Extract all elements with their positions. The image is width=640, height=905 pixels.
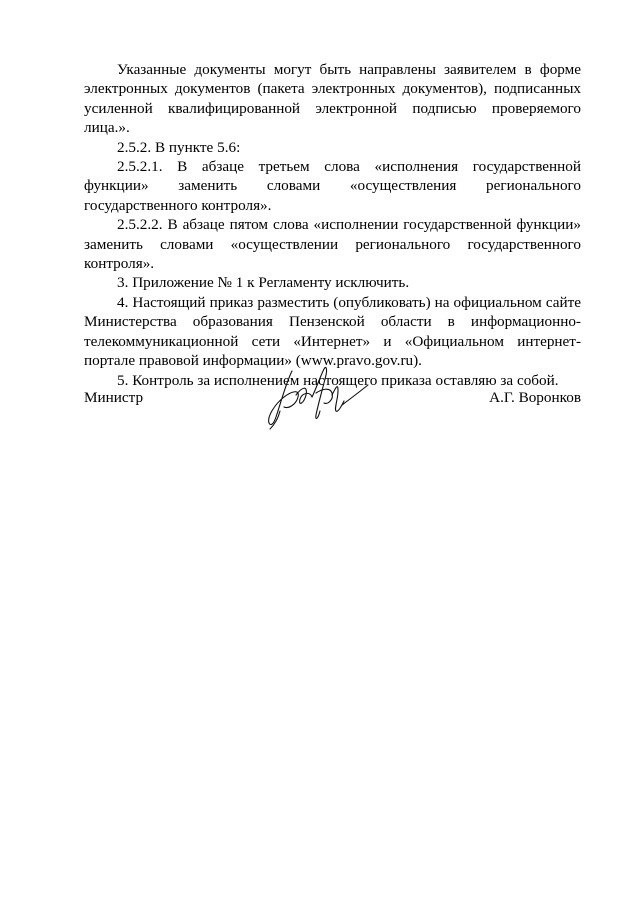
signatory-title: Министр bbox=[84, 389, 144, 406]
paragraph-3: 3. Приложение № 1 к Регламенту исключить. bbox=[117, 274, 410, 292]
signatory-name: А.Г. Воронков bbox=[489, 389, 581, 406]
signature-block bbox=[84, 388, 581, 418]
paragraph-5: 5. Контроль за исполнением настоящего приказа оставляю за собой. bbox=[117, 371, 559, 389]
paragraph-2-5-2-2: 2.5.2.2. В абзаце пятом слова «исполнении государственной функции» заменить словами «осуществлении регионального государственного контроля». bbox=[84, 216, 581, 273]
paragraph-4: 4. Настоящий приказ разместить (опубликовать) на официальном сайте Министерства образования Пензенской области в информационно-телекоммуникационной сети «Интернет» и «Официальном интернет-портале правовой информации» (www.pravo.gov.ru). bbox=[84, 293, 581, 370]
paragraph-documents-form: Указанные документы могут быть направлены заявителем в форме электронных документов (пакета электронных документов), подписанных усиленной квалифицированной электронной подписью проверяемого лица.». bbox=[84, 61, 581, 137]
paragraph-2-5-2: 2.5.2. В пункте 5.6: bbox=[117, 138, 241, 156]
document-body bbox=[84, 60, 581, 390]
paragraph-2-5-2-1: 2.5.2.1. В абзаце третьем слова «исполнения государственной функции» заменить словами «осуществления регионального государственного контроля». bbox=[84, 158, 581, 214]
